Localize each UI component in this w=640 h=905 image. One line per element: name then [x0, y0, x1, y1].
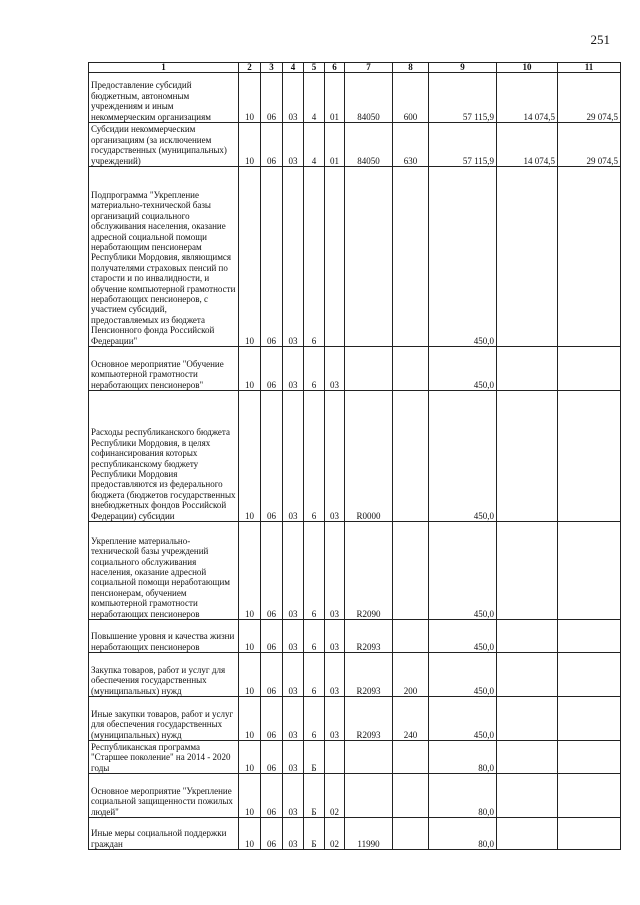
code-cell: 03	[325, 522, 345, 620]
code-cell: 03	[283, 522, 304, 620]
row-name-cell: Основное мероприятие "Обучение компьютерной грамотности неработающих пенсионеров"	[89, 347, 239, 391]
code-cell: 06	[261, 73, 283, 123]
row-name-cell: Иные меры социальной поддержки граждан	[89, 818, 239, 850]
table-row	[89, 167, 621, 347]
amount-cell	[497, 391, 558, 522]
code-cell: 10	[239, 620, 261, 653]
budget-table	[88, 62, 621, 850]
amount-cell: 80,0	[429, 774, 497, 818]
code-cell: 06	[261, 123, 283, 167]
code-cell: R2090	[345, 522, 393, 620]
code-cell	[345, 347, 393, 391]
code-cell	[393, 620, 429, 653]
code-cell: 4	[304, 73, 325, 123]
code-cell: 10	[239, 391, 261, 522]
code-cell	[325, 741, 345, 774]
code-cell: 10	[239, 167, 261, 347]
amount-cell	[558, 391, 621, 522]
code-cell: 03	[283, 347, 304, 391]
code-cell: 06	[261, 347, 283, 391]
code-cell: 4	[304, 123, 325, 167]
code-cell: 03	[283, 818, 304, 850]
code-cell: 03	[325, 391, 345, 522]
row-name-cell: Повышение уровня и качества жизни неработающих пенсионеров	[89, 620, 239, 653]
code-cell: 03	[283, 123, 304, 167]
code-cell: 03	[283, 73, 304, 123]
column-header-6: 6	[325, 63, 345, 73]
code-cell: 03	[283, 774, 304, 818]
page-number: 251	[590, 32, 610, 47]
code-cell: 11990	[345, 818, 393, 850]
header-row	[89, 63, 621, 73]
code-cell: 06	[261, 818, 283, 850]
column-header-8: 8	[393, 63, 429, 73]
amount-cell	[558, 818, 621, 850]
amount-cell	[497, 347, 558, 391]
amount-cell: 29 074,5	[558, 73, 621, 123]
code-cell	[393, 741, 429, 774]
amount-cell	[497, 741, 558, 774]
code-cell: 6	[304, 347, 325, 391]
amount-cell	[497, 167, 558, 347]
table-row	[89, 391, 621, 522]
amount-cell: 450,0	[429, 522, 497, 620]
code-cell: 200	[393, 653, 429, 697]
amount-cell: 80,0	[429, 741, 497, 774]
code-cell: 02	[325, 774, 345, 818]
code-cell: 06	[261, 391, 283, 522]
amount-cell	[558, 653, 621, 697]
amount-cell	[497, 774, 558, 818]
amount-cell: 29 074,5	[558, 123, 621, 167]
row-name-cell: Иные закупки товаров, работ и услуг для обеспечения государственных (муниципальных) нужд	[89, 697, 239, 741]
code-cell: 10	[239, 522, 261, 620]
code-cell: 06	[261, 522, 283, 620]
table-row	[89, 73, 621, 123]
code-cell: 6	[304, 697, 325, 741]
amount-cell: 450,0	[429, 167, 497, 347]
code-cell: 03	[283, 697, 304, 741]
table-row	[89, 774, 621, 818]
code-cell: R0000	[345, 391, 393, 522]
column-header-3: 3	[261, 63, 283, 73]
amount-cell	[558, 741, 621, 774]
table-row	[89, 741, 621, 774]
amount-cell: 14 074,5	[497, 123, 558, 167]
table-body	[89, 73, 621, 850]
code-cell: 03	[325, 697, 345, 741]
row-name-cell: Субсидии некоммерческим организациям (за исключением государственных (муниципальных) учреждений)	[89, 123, 239, 167]
amount-cell	[558, 774, 621, 818]
code-cell: R2093	[345, 620, 393, 653]
code-cell: 03	[325, 347, 345, 391]
code-cell: 03	[283, 653, 304, 697]
code-cell: 10	[239, 123, 261, 167]
code-cell: 6	[304, 391, 325, 522]
column-header-9: 9	[429, 63, 497, 73]
code-cell: 6	[304, 167, 325, 347]
row-name-cell: Закупка товаров, работ и услуг для обеспечения государственных (муниципальных) нужд	[89, 653, 239, 697]
code-cell: 10	[239, 73, 261, 123]
amount-cell	[558, 697, 621, 741]
amount-cell: 450,0	[429, 653, 497, 697]
code-cell: 84050	[345, 123, 393, 167]
table-row	[89, 818, 621, 850]
row-name-cell: Подпрограмма "Укрепление материально-технической базы организаций социального обслуживания населения, оказание адресной социальной помощи неработающим пенсионерам Республики Мордовия, являющимся получателями страховых пенсий по старости и по инвалидности, и обучение компьютерной грамотности неработающих пенсионеров, с участием субсидий, предоставляемых из бюджета Пенсионного фонда Российской Федерации"	[89, 167, 239, 347]
amount-cell: 57 115,9	[429, 73, 497, 123]
code-cell: 03	[325, 653, 345, 697]
code-cell: 03	[283, 391, 304, 522]
code-cell: R2093	[345, 653, 393, 697]
amount-cell	[558, 620, 621, 653]
amount-cell	[558, 347, 621, 391]
code-cell: 10	[239, 347, 261, 391]
code-cell: 10	[239, 653, 261, 697]
amount-cell	[497, 818, 558, 850]
amount-cell	[497, 697, 558, 741]
table-row	[89, 123, 621, 167]
code-cell: 240	[393, 697, 429, 741]
code-cell	[393, 167, 429, 347]
code-cell: 600	[393, 73, 429, 123]
code-cell: 06	[261, 167, 283, 347]
code-cell: 630	[393, 123, 429, 167]
amount-cell: 450,0	[429, 697, 497, 741]
code-cell: 01	[325, 73, 345, 123]
code-cell: 6	[304, 620, 325, 653]
code-cell: Б	[304, 774, 325, 818]
code-cell: 06	[261, 741, 283, 774]
amount-cell	[558, 167, 621, 347]
column-header-2: 2	[239, 63, 261, 73]
code-cell: 02	[325, 818, 345, 850]
code-cell: 06	[261, 620, 283, 653]
amount-cell	[558, 522, 621, 620]
column-header-5: 5	[304, 63, 325, 73]
code-cell: Б	[304, 741, 325, 774]
column-header-11: 11	[558, 63, 621, 73]
amount-cell: 57 115,9	[429, 123, 497, 167]
code-cell	[393, 347, 429, 391]
code-cell: 10	[239, 697, 261, 741]
code-cell: 03	[283, 620, 304, 653]
row-name-cell: Предоставление субсидий бюджетным, автономным учреждениям и иным некоммерческим организациям	[89, 73, 239, 123]
code-cell	[393, 818, 429, 850]
row-name-cell: Республиканская программа "Старшее поколение" на 2014 - 2020 годы	[89, 741, 239, 774]
code-cell: 84050	[345, 73, 393, 123]
code-cell: 6	[304, 522, 325, 620]
table-row	[89, 653, 621, 697]
code-cell: 03	[283, 167, 304, 347]
code-cell	[393, 391, 429, 522]
code-cell: 10	[239, 774, 261, 818]
code-cell: 03	[325, 620, 345, 653]
amount-cell	[497, 522, 558, 620]
table-row	[89, 347, 621, 391]
code-cell: 10	[239, 818, 261, 850]
table-row	[89, 697, 621, 741]
code-cell	[325, 167, 345, 347]
column-header-1: 1	[89, 63, 239, 73]
amount-cell: 450,0	[429, 620, 497, 653]
code-cell: 6	[304, 653, 325, 697]
amount-cell: 80,0	[429, 818, 497, 850]
code-cell: 06	[261, 697, 283, 741]
code-cell	[393, 522, 429, 620]
code-cell: 01	[325, 123, 345, 167]
code-cell	[393, 774, 429, 818]
code-cell: 03	[283, 741, 304, 774]
table-row	[89, 522, 621, 620]
code-cell: 10	[239, 741, 261, 774]
code-cell: Б	[304, 818, 325, 850]
amount-cell	[497, 620, 558, 653]
column-header-4: 4	[283, 63, 304, 73]
code-cell	[345, 167, 393, 347]
code-cell: R2093	[345, 697, 393, 741]
code-cell	[345, 741, 393, 774]
row-name-cell: Основное мероприятие "Укрепление социальной защищенности пожилых людей"	[89, 774, 239, 818]
column-header-7: 7	[345, 63, 393, 73]
code-cell: 06	[261, 653, 283, 697]
amount-cell	[497, 653, 558, 697]
column-header-10: 10	[497, 63, 558, 73]
code-cell: 06	[261, 774, 283, 818]
row-name-cell: Расходы республиканского бюджета Республики Мордовия, в целях софинансирования которых республиканскому бюджету Республики Мордовия предоставляются из федерального бюджета (бюджетов государственных внебюджетных фондов Российской Федерации) субсидии	[89, 391, 239, 522]
amount-cell: 450,0	[429, 391, 497, 522]
amount-cell: 14 074,5	[497, 73, 558, 123]
table-row	[89, 620, 621, 653]
row-name-cell: Укрепление материально-технической базы учреждений социального обслуживания населения, оказание адресной социальной помощи неработающим пенсионерам, обучением компьютерной грамотности неработающих пенсионеров	[89, 522, 239, 620]
code-cell	[345, 774, 393, 818]
amount-cell: 450,0	[429, 347, 497, 391]
